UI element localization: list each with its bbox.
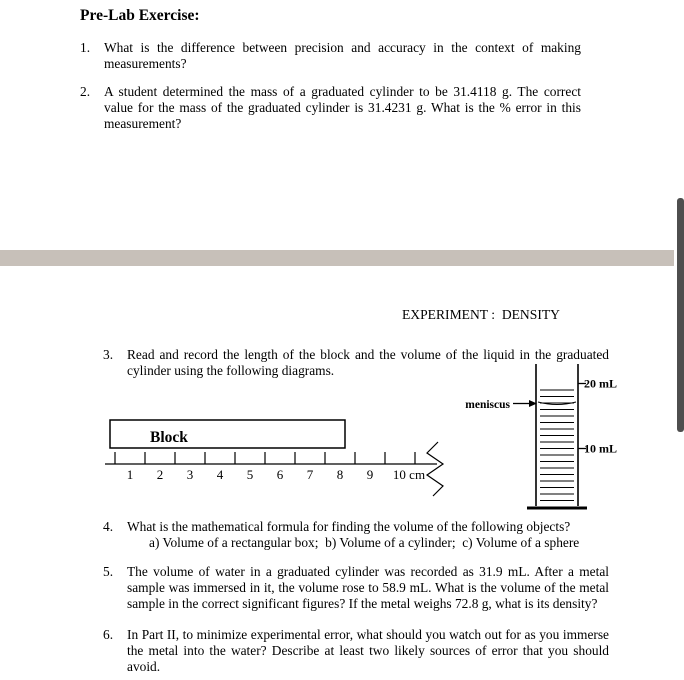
page-separator	[0, 250, 674, 266]
question-2-number: 2.	[80, 84, 91, 99]
volume-label-10ml: 10 mL	[584, 441, 617, 456]
question-4	[103, 519, 609, 551]
block-rectangle	[110, 420, 345, 448]
ruler-label-9: 9	[366, 467, 374, 482]
question-5-text: The volume of water in a graduated cylinder was recorded as 31.9 mL. After a metal sample was immersed in it, the volume rose to 58.9 mL. What is the volume of the metal sample in the correct significant figures? If the metal weighs 72.8 g, what is its density?	[127, 564, 609, 611]
question-6	[103, 627, 609, 675]
ruler-label-10cm: 10 cm	[392, 467, 426, 482]
question-1	[80, 40, 581, 72]
question-6-number: 6.	[103, 627, 114, 642]
question-5-number: 5.	[103, 564, 114, 579]
ruler-label-1: 1	[126, 467, 134, 482]
ruler-label-2: 2	[156, 467, 164, 482]
ruler-label-7: 7	[306, 467, 314, 482]
question-1-text: What is the difference between precision and accuracy in the context of making measurements?	[104, 40, 581, 71]
question-4-number: 4.	[103, 519, 114, 534]
question-5	[103, 564, 609, 612]
page-title: Pre-Lab Exercise:	[80, 7, 200, 24]
question-4-text: What is the mathematical formula for finding the volume of the following objects?	[127, 519, 571, 534]
question-2	[80, 84, 581, 132]
question-2-text: A student determined the mass of a graduated cylinder to be 31.4118 g. The correct value for the mass of the graduated cylinder is 31.4231 g. What is the % error in this measurement?	[104, 84, 581, 131]
question-6-text: In Part II, to minimize experimental error, what should you watch out for as you immerse the metal into the water? Describe at least two likely sources of error that you should avoid.	[127, 627, 609, 674]
measurement-diagram	[0, 358, 684, 520]
ruler-label-3: 3	[186, 467, 194, 482]
diagram-canvas	[0, 358, 684, 520]
meniscus-arrow	[513, 400, 537, 407]
block-label: Block	[150, 429, 188, 446]
meniscus-label: meniscus	[465, 399, 510, 411]
ruler-label-4: 4	[216, 467, 224, 482]
question-1-number: 1.	[80, 40, 91, 55]
question-3-number: 3.	[103, 347, 114, 362]
ruler-label-8: 8	[336, 467, 344, 482]
ruler-label-6: 6	[276, 467, 284, 482]
ruler-numbers	[127, 467, 425, 482]
question-4-subtext: a) Volume of a rectangular box; b) Volume of a cylinder; c) Volume of a sphere	[149, 535, 580, 550]
section-header: EXPERIMENT : DENSITY	[402, 307, 560, 322]
question-3-text: Read and record the length of the block and the volume of the liquid in the graduated cylinder using the following diagrams.	[127, 347, 609, 378]
cylinder-graduations	[540, 390, 574, 501]
ruler-label-5: 5	[246, 467, 254, 482]
ruler	[105, 452, 437, 464]
ruler-break-squiggle	[427, 442, 443, 496]
volume-label-20ml: 20 mL	[584, 376, 617, 391]
graduated-cylinder	[527, 364, 587, 508]
